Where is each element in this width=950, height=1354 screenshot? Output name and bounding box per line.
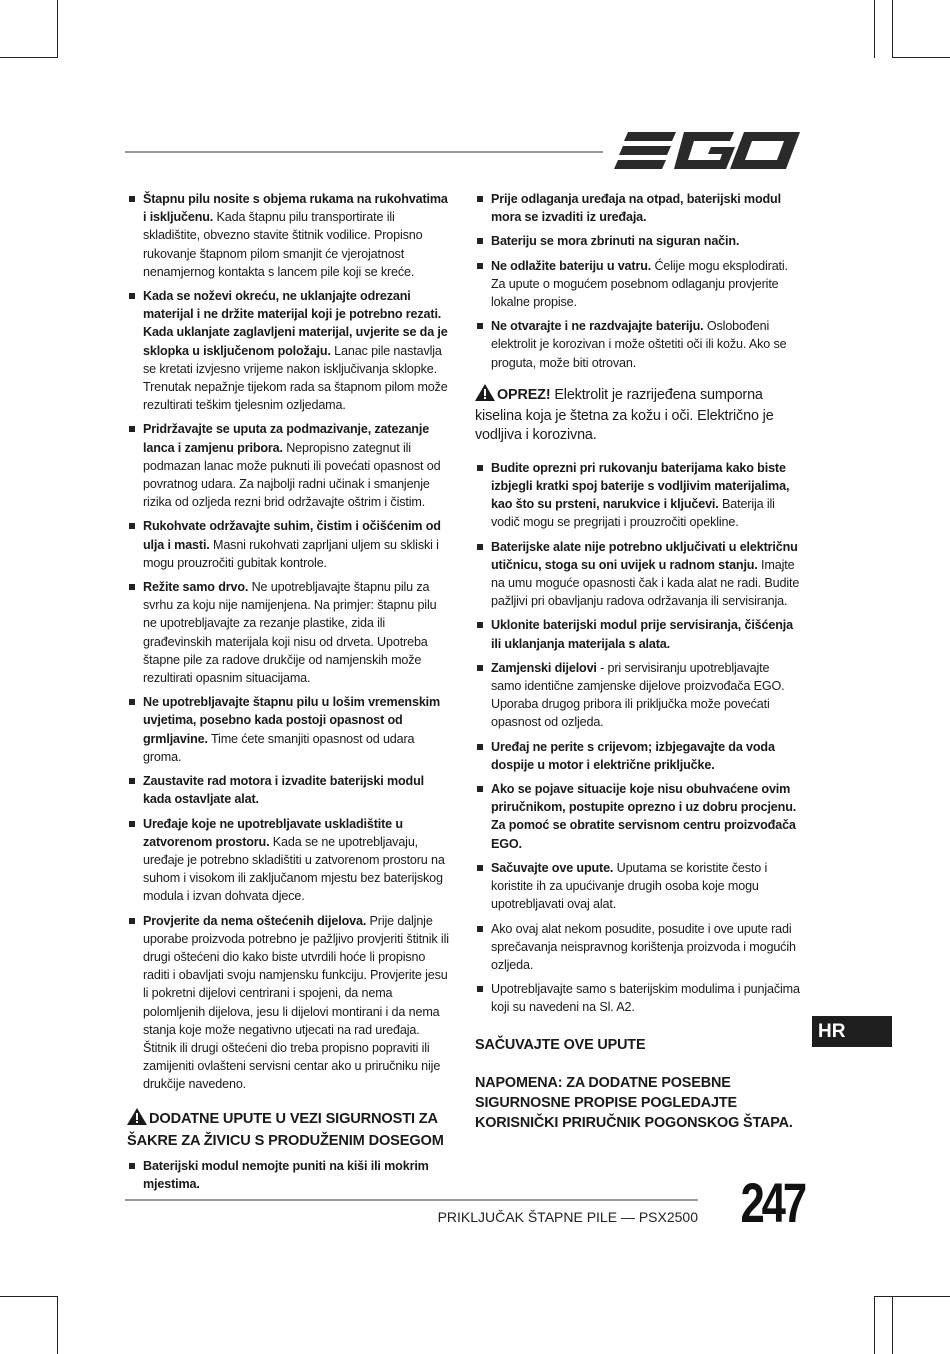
list-item: Sačuvajte ove upute. Uputama se koristite često i koristite ih za upućivanje drugih osoba koje mogu upotrebljavati ovaj alat. [475,859,802,914]
caution-note: OPREZ! Elektrolit je razrijeđena sumporna kiselina koja je štetna za kožu i oči. Električno je vodljiva i korozivna. [475,384,802,445]
list-item: Upotrebljavajte samo s baterijskim modulima i punjačima koji su navedeni na Sl. A2. [475,980,802,1016]
section-heading: DODATNE UPUTE U VEZI SIGURNOSTI ZA ŠAKRE ZA ŽIVICU S PRODUŽENIM DOSEGOM [127,1108,453,1151]
safety-list [127,190,453,1094]
crop-mark [874,1296,875,1354]
list-item: Režite samo drvo. Ne upotrebljavajte štapnu pilu za svrhu za koju nije namijenjena. Na primjer: štapnu pilu ne upotrebljavajte za rezanje plastike, zida ili građevinskih materijala koji nisu od drveta. Upotreba štapne pile za radove drukčije od namjenskih može rezultirati opasnim situacijama. [127,578,453,687]
list-item: Ne odlažite bateriju u vatru. Ćelije mogu eksplodirati. Za upute o mogućem posebnom odlaganju provjerite lokalne propise. [475,257,802,312]
list-item: Baterijske alate nije potrebno uključivati u električnu utičnicu, stoga su oni uvijek u radnom stanju. Imajte na umu moguće opasnosti čak i kada alat ne radi. Budite pažljivi pri obavljanju radova održavanja ili servisiranja. [475,538,802,611]
list-item: Zaustavite rad motora i izvadite baterijski modul kada ostavljate alat. [127,772,453,808]
crop-mark [892,1296,893,1354]
page-number: 247 [740,1171,804,1234]
list-item: Kada se noževi okreću, ne uklanjajte odrezani materijal i ne držite materijal koji je potrebno rezati. Kada uklanjate zaglavljeni materijal, uvjerite se da je sklopka u isključenom položaju. Lanac pile nastavlja se kretati izvjesno vrijeme nakon isključivanja sklopke. Trenutak nepažnje tijekom rada sa štapnom pilom može rezultirati teškim tjelesnim ozljedama. [127,287,453,414]
list-item: Uređaje koje ne upotrebljavate uskladištite u zatvorenom prostoru. Kada se ne upotrebljavaju, uređaje je potrebno skladištiti u zatvorenom prostoru na suhom i visokom ili zaključanom mjestu bez baterijskog modula i izvan dohvata djece. [127,815,453,906]
disposal-list [475,190,802,372]
left-column [127,190,453,1199]
list-item: Ne upotrebljavajte štapnu pilu u lošim vremenskim uvjetima, posebno kada postoji opasnost od grmljavine. Time ćete smanjiti opasnost od udara groma. [127,693,453,766]
note-paragraph: NAPOMENA: ZA DODATNE POSEBNE SIGURNOSNE PROPISE POGLEDAJTE KORISNIČKI PRIRUČNIK POGONSKOG ŠTAPA. [475,1074,793,1131]
list-item: Baterijski modul nemojte puniti na kiši ili mokrim mjestima. [127,1157,453,1193]
list-item: Pridržavajte se uputa za podmazivanje, zatezanje lanca i zamjenu pribora. Nepropisno zategnut ili podmazan lanac može puknuti ili povećati opasnost od povratnog udara. Za najbolji radni učinak i smanjenje rizika od ozljeda rezni brid održavajte oštrim i čistim. [127,420,453,511]
list-item: Provjerite da nema oštećenih dijelova. Prije daljnje uporabe proizvoda potrebno je pažljivo provjeriti štitnik ili drugi oštećeni dio kako biste utvrdili hoće li propisno raditi i obavljati svoju namjensku funkciju. Provjerite jesu li pokretni dijelovi centrirani i spojeni, da nema polomljenih dijelova, jesu li dijelovi montirani i da nema stanja koje može negativno utjecati na rad uređaja. Štitnik ili drugi oštećeni dio treba propisno popraviti ili zamijeniti ovlašteni servisni centar ako u priručniku nije drukčije navedeno. [127,912,453,1094]
list-item: Uređaj ne perite s crijevom; izbjegavajte da voda dospije u motor i električne priključke. [475,738,802,774]
crop-mark [57,1296,58,1354]
crop-mark [0,1296,58,1297]
save-instructions-heading: SAČUVAJTE OVE UPUTE [475,1036,646,1053]
ego-logo [614,128,800,174]
header-rule [125,151,603,153]
list-item: Rukohvate održavajte suhim, čistim i očišćenim od ulja i masti. Masni rukohvati zaprljani uljem su skliski i mogu prouzročiti gubitak kontrole. [127,517,453,572]
warning-triangle-icon [475,384,495,407]
crop-mark [57,0,58,58]
list-item: Ako se pojave situacije koje nisu obuhvaćene ovim priručnikom, postupite oprezno i uz dobru procjenu. Za pomoć se obratite servisnom centru proizvođača EGO. [475,780,802,853]
warning-triangle-icon [127,1108,147,1131]
list-item: Uklonite baterijski modul prije servisiranja, čišćenja ili uklanjanja materijala s alata. [475,616,802,652]
crop-mark [874,0,875,58]
list-item: Budite oprezni pri rukovanju baterijama kako biste izbjegli kratki spoj baterije s vodljivim materijalima, kao što su prsteni, narukvice i ključevi. Baterija ili vodič mogu se pregrijati i prouzročiti opekline. [475,459,802,532]
list-item: Ako ovaj alat nekom posudite, posudite i ove upute radi sprečavanja neispravnog korištenja proizvoda i mogućih ozljeda. [475,920,802,975]
list-item: Prije odlaganja uređaja na otpad, baterijski modul mora se izvaditi iz uređaja. [475,190,802,226]
list-item: Ne otvarajte i ne razdvajajte bateriju. Oslobođeni elektrolit je korozivan i može oštetiti oči ili kožu. Ako se proguta, može biti otrovan. [475,317,802,372]
list-item: Zamjenski dijelovi - pri servisiranju upotrebljavajte samo identične zamjenske dijelove proizvođača EGO. Uporaba drugog pribora ili priključka može povećati opasnost od ozljeda. [475,659,802,732]
caution-label: OPREZ! [497,386,551,403]
crop-mark [892,57,950,58]
battery-list [127,1157,453,1193]
right-column [475,190,802,1133]
list-item: Bateriju se mora zbrinuti na siguran način. [475,232,802,250]
crop-mark [892,0,893,58]
crop-mark [0,57,58,58]
language-badge: HR [812,1016,892,1047]
footer-rule [125,1199,698,1201]
crop-mark [874,1296,950,1297]
footer-title: PRIKLJUČAK ŠTAPNE PILE — PSX2500 [437,1209,698,1225]
battery-handling-list [475,459,802,1017]
list-item: Štapnu pilu nosite s objema rukama na rukohvatima i isključenu. Kada štapnu pilu transportirate ili skladištite, obvezno stavite štitnik vodilice. Propisno rukovanje štapnom pilom smanjit će vjerojatnost nenamjernog kontakta s lancem pile koji se kreće. [127,190,453,281]
